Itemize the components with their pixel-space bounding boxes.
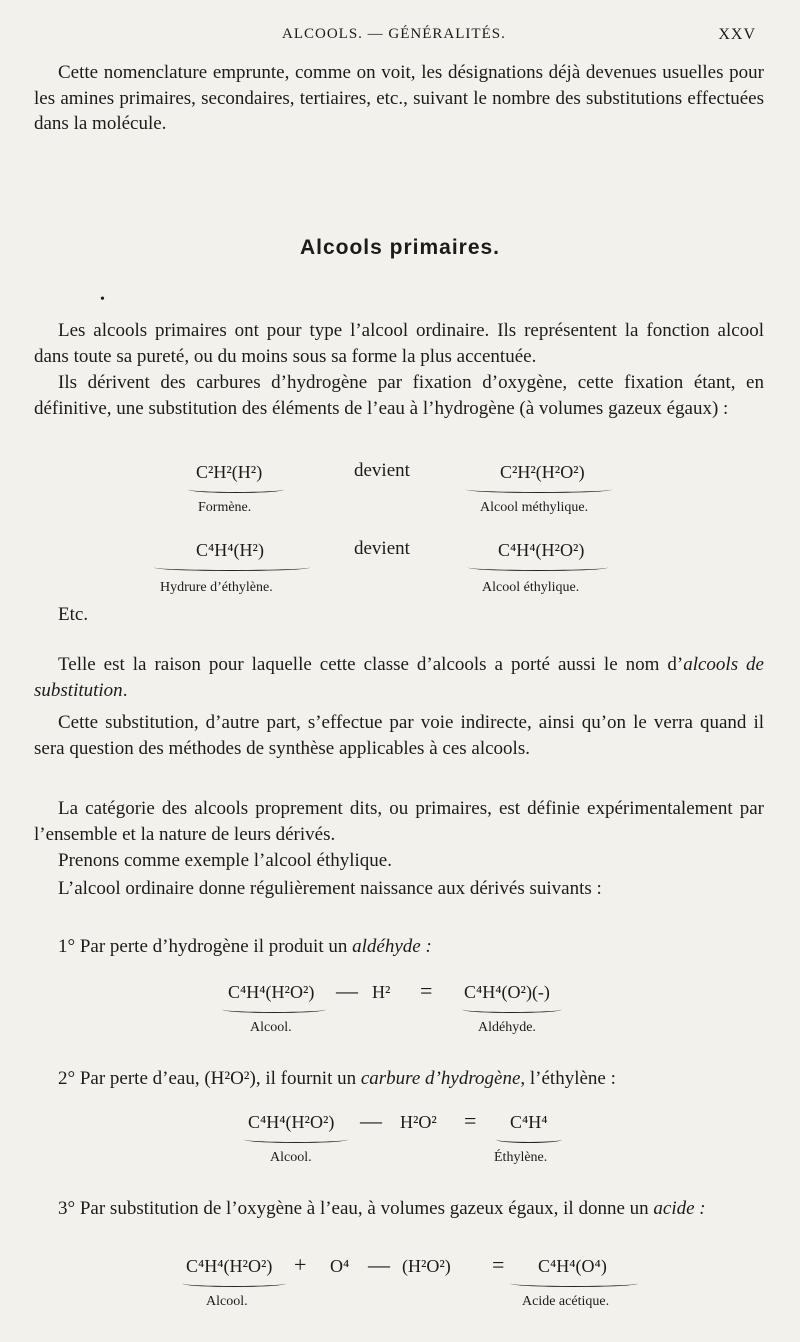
paragraph-type: Les alcools primaires ont pour type l’alcool ordinaire. Ils représentent la fonction alcool dans toute sa pureté, ou du moins sous sa forme la plus accentuée.: [34, 320, 764, 367]
op-minus: —: [368, 1252, 390, 1277]
paragraph-example: Prenons comme exemple l’alcool éthylique.: [58, 850, 392, 871]
formula-alcool-methylique: C²H²(H²O²): [500, 462, 585, 482]
item3-before: 3° Par substitution de l’oxygène à l’eau, à volumes gazeux égaux, il donne un: [58, 1198, 654, 1219]
underbrace: [496, 1136, 562, 1143]
item2-before: 2° Par perte d’eau, (H²O²), il fournit un: [58, 1068, 361, 1089]
running-header: [0, 26, 800, 50]
formula-alcool: C⁴H⁴(H²O²): [186, 1256, 273, 1276]
paragraph-category: La catégorie des alcools proprement dits, ou primaires, est définie expérimentalement par l’ensemble et la nature de leurs dérivés.: [34, 798, 764, 845]
underbrace: [222, 1006, 326, 1013]
underbrace: [462, 1006, 562, 1013]
op-minus: —: [360, 1108, 382, 1133]
p3-after: .: [122, 679, 128, 701]
op-equals: =: [492, 1252, 505, 1277]
page-number: XXV: [718, 26, 756, 43]
formula-alcool: C⁴H⁴(H²O²): [228, 982, 315, 1002]
item-2: [58, 1066, 764, 1092]
label-alcool-methylique: Alcool méthylique.: [480, 500, 589, 515]
formula-water: H²O²: [400, 1112, 437, 1132]
label-alcool-ethylique: Alcool éthylique.: [482, 580, 580, 595]
item3-italic: acide :: [653, 1198, 706, 1219]
underbrace: [466, 486, 612, 493]
op-minus: —: [336, 978, 358, 1003]
op-equals: =: [464, 1108, 477, 1133]
item2-italic: carbure d’hydrogène: [360, 1068, 521, 1089]
item1-before: 1° Par perte d’hydrogène il produit un: [58, 936, 353, 957]
label-hydrure-ethylene: Hydrure d’éthylène.: [160, 580, 273, 595]
formula-water: (H²O²): [402, 1256, 451, 1276]
label-aldehyde: Aldéhyde.: [478, 1020, 536, 1035]
intro-paragraph: Cette nomenclature emprunte, comme on voit, les désignations déjà devenues usuelles pour les amines primaires, secondaires, tertiaires, etc., suivant le nombre des substitutions effectuées dans la molécule.: [34, 62, 764, 134]
verb-devient: devient: [354, 460, 410, 481]
formula-h2: H²: [372, 982, 391, 1002]
formula-formene: C²H²(H²): [196, 462, 263, 482]
item-1: [58, 934, 764, 960]
etc-text: Etc.: [58, 604, 89, 625]
label-formene: Formène.: [198, 500, 252, 515]
paragraph-substitution-name: [34, 652, 764, 703]
item-3: [34, 1196, 764, 1222]
formula-hydrure-ethylene: C⁴H⁴(H²): [196, 540, 264, 560]
formula-o4: O⁴: [330, 1256, 350, 1276]
underbrace: [510, 1280, 638, 1287]
formula-aldehyde: C⁴H⁴(O²)(-): [464, 982, 550, 1002]
underbrace: [468, 564, 608, 571]
label-acide-acetique: Acide acétique.: [522, 1294, 610, 1309]
paragraph-derivatives: L’alcool ordinaire donne régulièrement naissance aux dérivés suivants :: [58, 878, 602, 899]
formula-alcool-ethylique: C⁴H⁴(H²O²): [498, 540, 585, 560]
formula-ethylene: C⁴H⁴: [510, 1112, 548, 1132]
item2-after: , l’éthylène :: [520, 1068, 616, 1089]
underbrace: [182, 1280, 286, 1287]
op-equals: =: [420, 978, 433, 1003]
label-alcool: Alcool.: [270, 1150, 312, 1165]
label-alcool: Alcool.: [250, 1020, 292, 1035]
paragraph-indirect: Cette substitution, d’autre part, s’effectue par voie indirecte, ainsi qu’on le verra quand il sera question des méthodes de synthèse applicables à ces alcools.: [34, 712, 764, 759]
label-alcool: Alcool.: [206, 1294, 248, 1309]
section-title: Alcools primaires.: [299, 236, 501, 259]
p3-italic: alcools de substitution: [34, 654, 764, 701]
item1-italic: aldéhyde :: [352, 936, 432, 957]
underbrace: [244, 1136, 348, 1143]
paragraph-derivation: Ils dérivent des carbures d’hydrogène par fixation d’oxygène, cette fixation étant, en définitive, une substitution des éléments de l’eau à l’hydrogène (à volumes gazeux égaux) :: [34, 372, 764, 419]
p3-before: Telle est la raison pour laquelle cette classe d’alcools a porté aussi le nom d’: [58, 654, 684, 675]
op-plus: +: [294, 1252, 307, 1277]
formula-acide-acetique: C⁴H⁴(O⁴): [538, 1256, 607, 1276]
verb-devient: devient: [354, 538, 410, 559]
stray-mark: •: [100, 292, 105, 307]
underbrace: [188, 486, 284, 493]
label-ethylene: Éthylène.: [494, 1150, 548, 1165]
header-title: ALCOOLS. — GÉNÉRALITÉS.: [282, 26, 506, 42]
formula-alcool: C⁴H⁴(H²O²): [248, 1112, 335, 1132]
underbrace: [154, 564, 310, 571]
